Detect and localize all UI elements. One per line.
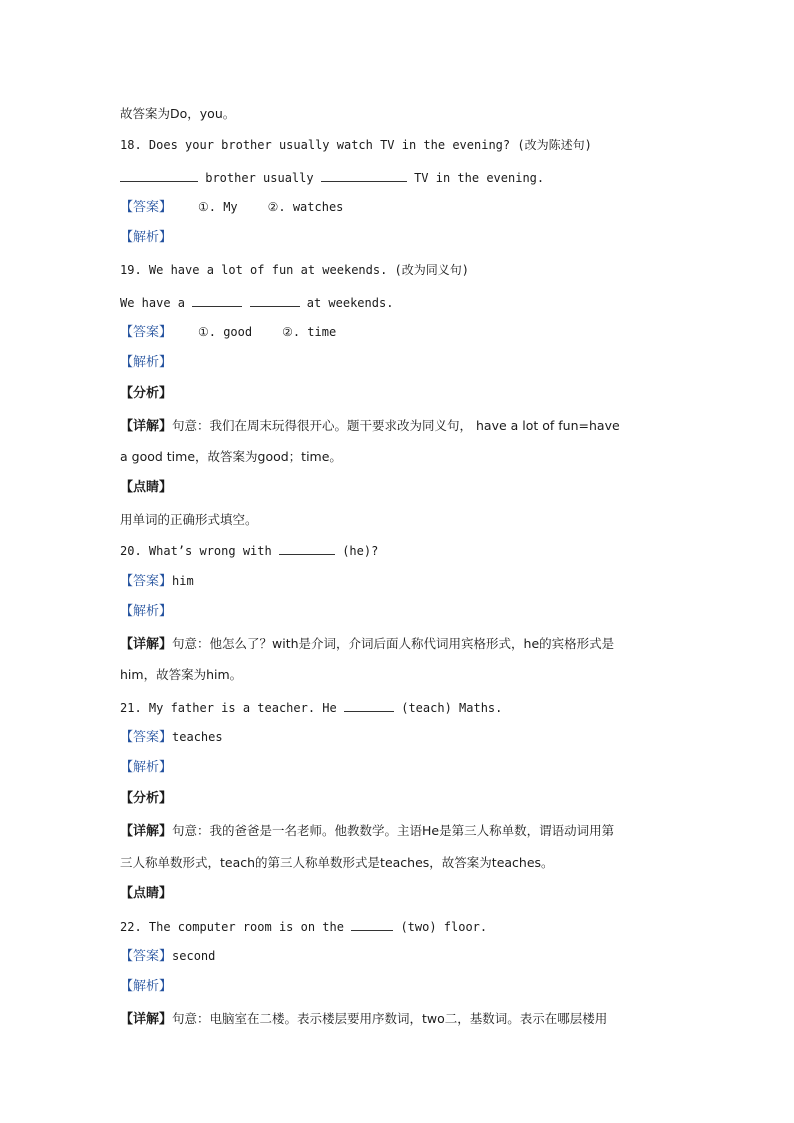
breakdown-tag: 【分析】: [120, 386, 173, 401]
question-18: 18. Does your brother usually watch TV in the evening? (改为陈述句): [120, 138, 592, 152]
tip-tag: 【点睛】: [120, 480, 173, 495]
detail-tag: 【详解】: [120, 419, 173, 434]
analysis-tag: 【解析】: [120, 760, 173, 775]
q18-fill-line: [120, 170, 544, 186]
answer-tag: 【答案】: [120, 574, 173, 589]
q18-text-a: brother usually: [205, 171, 314, 185]
detail-text: 句意：我们在周末玩得很开心。题干要求改为同义句， have a lot of fun=have: [172, 418, 620, 433]
detail-tag: 【详解】: [120, 824, 173, 839]
q21-text-b: (teach) Maths.: [401, 701, 503, 715]
q19-text-b: at weekends.: [306, 296, 394, 310]
q18-text-b: TV in the evening.: [414, 171, 545, 185]
question-21: [120, 700, 502, 716]
q21-detail-line-1: [120, 823, 614, 840]
q21-text-a: 21. My father is a teacher. He: [120, 701, 337, 715]
detail-text: 句意：他怎么了？with是介词，介词后面人称代词用宾格形式，he的宾格形式是: [172, 636, 615, 651]
question-22: [120, 919, 487, 935]
blank: [279, 543, 335, 555]
q20-detail-line-1: [120, 636, 614, 653]
q19-detail-line-2: a good time，故答案为good；time。: [120, 449, 342, 464]
q19-detail-line-1: [120, 418, 620, 435]
q19-text-a: We have a: [120, 296, 186, 310]
question-19: 19. We have a lot of fun at weekends. (改为同义句): [120, 263, 469, 277]
blank: [250, 295, 300, 307]
answer-tag: 【答案】: [120, 730, 173, 745]
analysis-tag: 【解析】: [120, 604, 173, 619]
answer-1: ①. good: [197, 325, 253, 339]
answer-1: him: [172, 574, 194, 588]
blank: [344, 700, 394, 712]
q20-detail-line-2: him，故答案为him。: [120, 667, 243, 682]
q22-answer: [120, 948, 215, 965]
answer-1: second: [172, 949, 216, 963]
blank: [192, 295, 242, 307]
breakdown-tag: 【分析】: [120, 791, 173, 806]
q22-detail-line-1: [120, 1011, 607, 1028]
q20-text-a: 20. What’s wrong with: [120, 544, 272, 558]
answer-tag: 【答案】: [120, 325, 173, 340]
answer-1: teaches: [172, 730, 223, 744]
q22-text-b: (two) floor.: [400, 920, 488, 934]
q21-detail-line-2: 三人称单数形式，teach的第三人称单数形式是teaches，故答案为teaches。: [120, 855, 554, 870]
q19-fill-line: [120, 295, 393, 311]
answer-tag: 【答案】: [120, 200, 173, 215]
question-20: [120, 543, 378, 559]
detail-text: 句意：我的爸爸是一名老师。他教数学。主语He是第三人称单数，谓语动词用第: [172, 823, 615, 838]
q20-text-b: (he)?: [342, 544, 379, 558]
analysis-tag: 【解析】: [120, 355, 173, 370]
answer-tag: 【答案】: [120, 949, 173, 964]
blank: [351, 919, 393, 931]
q22-text-a: 22. The computer room is on the: [120, 920, 344, 934]
blank: [321, 170, 407, 182]
q19-tip: 用单词的正确形式填空。: [120, 512, 258, 527]
tip-tag: 【点睛】: [120, 886, 173, 901]
detail-tag: 【详解】: [120, 1012, 173, 1027]
detail-text: 句意：电脑室在二楼。表示楼层要用序数词，two二，基数词。表示在哪层楼用: [172, 1011, 608, 1026]
blank: [120, 170, 198, 182]
answer-2: ②. time: [282, 325, 337, 339]
q18-answer: [120, 199, 343, 216]
detail-tag: 【详解】: [120, 637, 173, 652]
q20-answer: [120, 573, 194, 590]
answer-note: 故答案为Do，you。: [120, 106, 236, 121]
analysis-tag: 【解析】: [120, 230, 173, 245]
answer-1: ①. My: [197, 200, 238, 214]
q21-answer: [120, 729, 223, 746]
answer-2: ②. watches: [267, 200, 344, 214]
q19-answer: [120, 324, 336, 341]
analysis-tag: 【解析】: [120, 979, 173, 994]
